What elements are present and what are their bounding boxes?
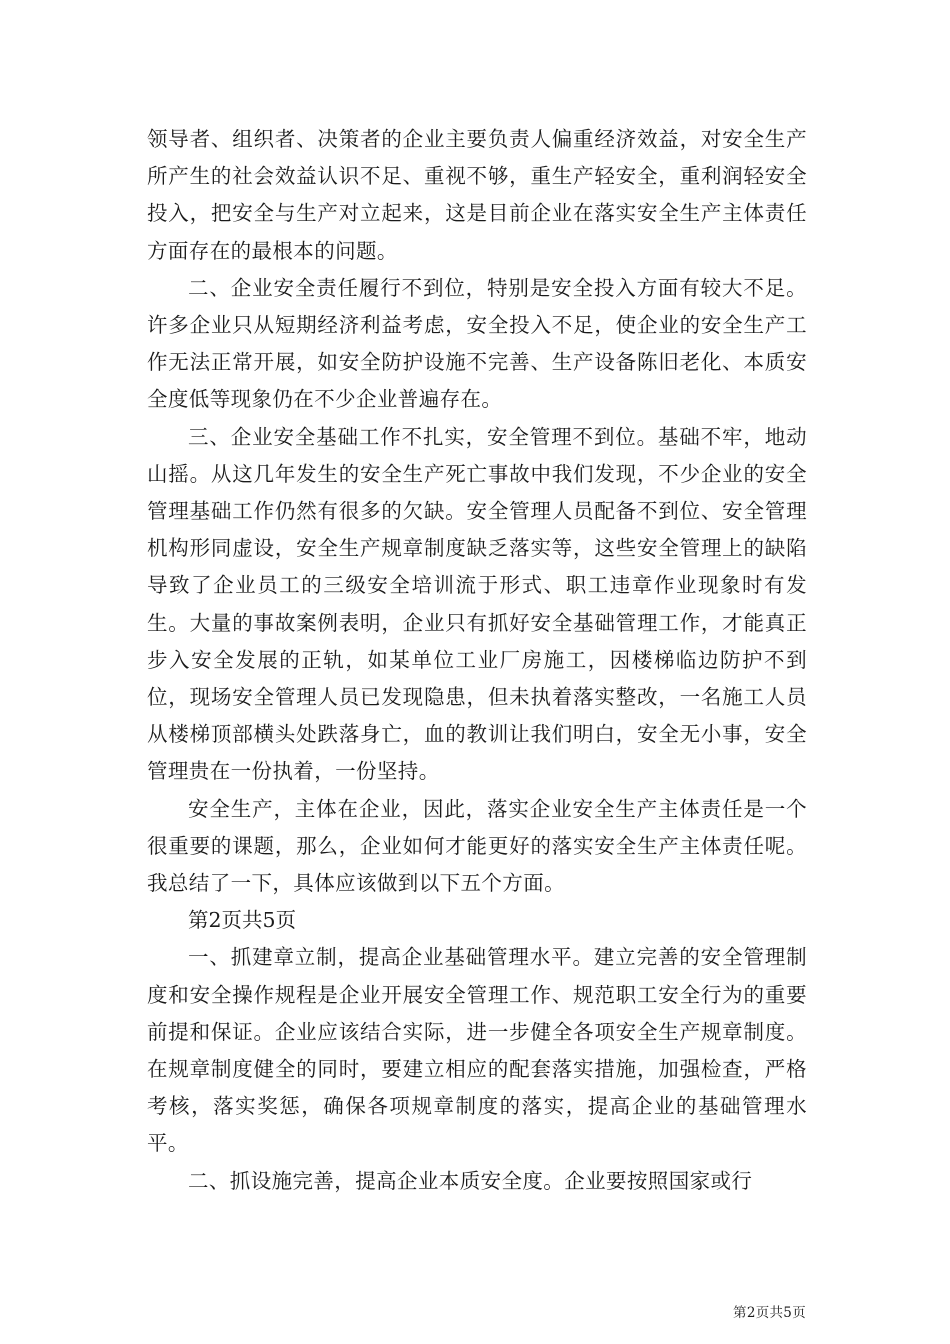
document-body bbox=[147, 121, 807, 1200]
inline-page-marker: 第2页共5页 bbox=[188, 908, 297, 933]
paragraph-continuation: 领导者、组织者、决策者的企业主要负责人偏重经济效益，对安全生产所产生的社会效益认识不足、重视不够，重生产轻安全，重利润轻安全投入，把安全与生产对立起来，这是目前企业在落实安全生产主体责任方面存在的最根本的问题。 bbox=[147, 127, 807, 263]
paragraph-measure-one: 一、抓建章立制，提高企业基础管理水平。建立完善的安全管理制度和安全操作规程是企业开展安全管理工作、规范职工安全行为的重要前提和保证。企业应该结合实际，进一步健全各项安全生产规章制度。在规章制度健全的同时，要建立相应的配套落实措施，加强检查，严格考核，落实奖惩，确保各项规章制度的落实，提高企业的基础管理水平。 bbox=[147, 945, 807, 1156]
paragraph-measure-two: 二、抓设施完善，提高企业本质安全度。企业要按照国家或行 bbox=[188, 1168, 753, 1193]
page-footer: 第2页共5页 bbox=[733, 1305, 806, 1321]
paragraph-summary: 安全生产，主体在企业，因此，落实企业安全生产主体责任是一个很重要的课题，那么，企业如何才能更好的落实安全生产主体责任呢。我总结了一下，具体应该做到以下五个方面。 bbox=[147, 796, 807, 896]
paragraph-section-two: 二、企业安全责任履行不到位，特别是安全投入方面有较大不足。许多企业只从短期经济利益考虑，安全投入不足，使企业的安全生产工作无法正常开展，如安全防护设施不完善、生产设备陈旧老化、本质安全度低等现象仍在不少企业普遍存在。 bbox=[147, 275, 807, 412]
paragraph-section-three: 三、企业安全基础工作不扎实，安全管理不到位。基础不牢，地动山摇。从这几年发生的安全生产死亡事故中我们发现，不少企业的安全管理基础工作仍然有很多的欠缺。安全管理人员配备不到位、安全管理机构形同虚设，安全生产规章制度缺乏落实等，这些安全管理上的缺陷导致了企业员工的三级安全培训流于形式、职工违章作业现象时有发生。大量的事故案例表明，企业只有抓好安全基础管理工作，才能真正步入安全发展的正轨，如某单位工业厂房施工，因楼梯临边防护不到位，现场安全管理人员已发现隐患，但未执着落实整改，一名施工人员从楼梯顶部横头处跌落身亡，血的教训让我们明白，安全无小事，安全管理贵在一份执着，一份坚持。 bbox=[147, 424, 807, 784]
